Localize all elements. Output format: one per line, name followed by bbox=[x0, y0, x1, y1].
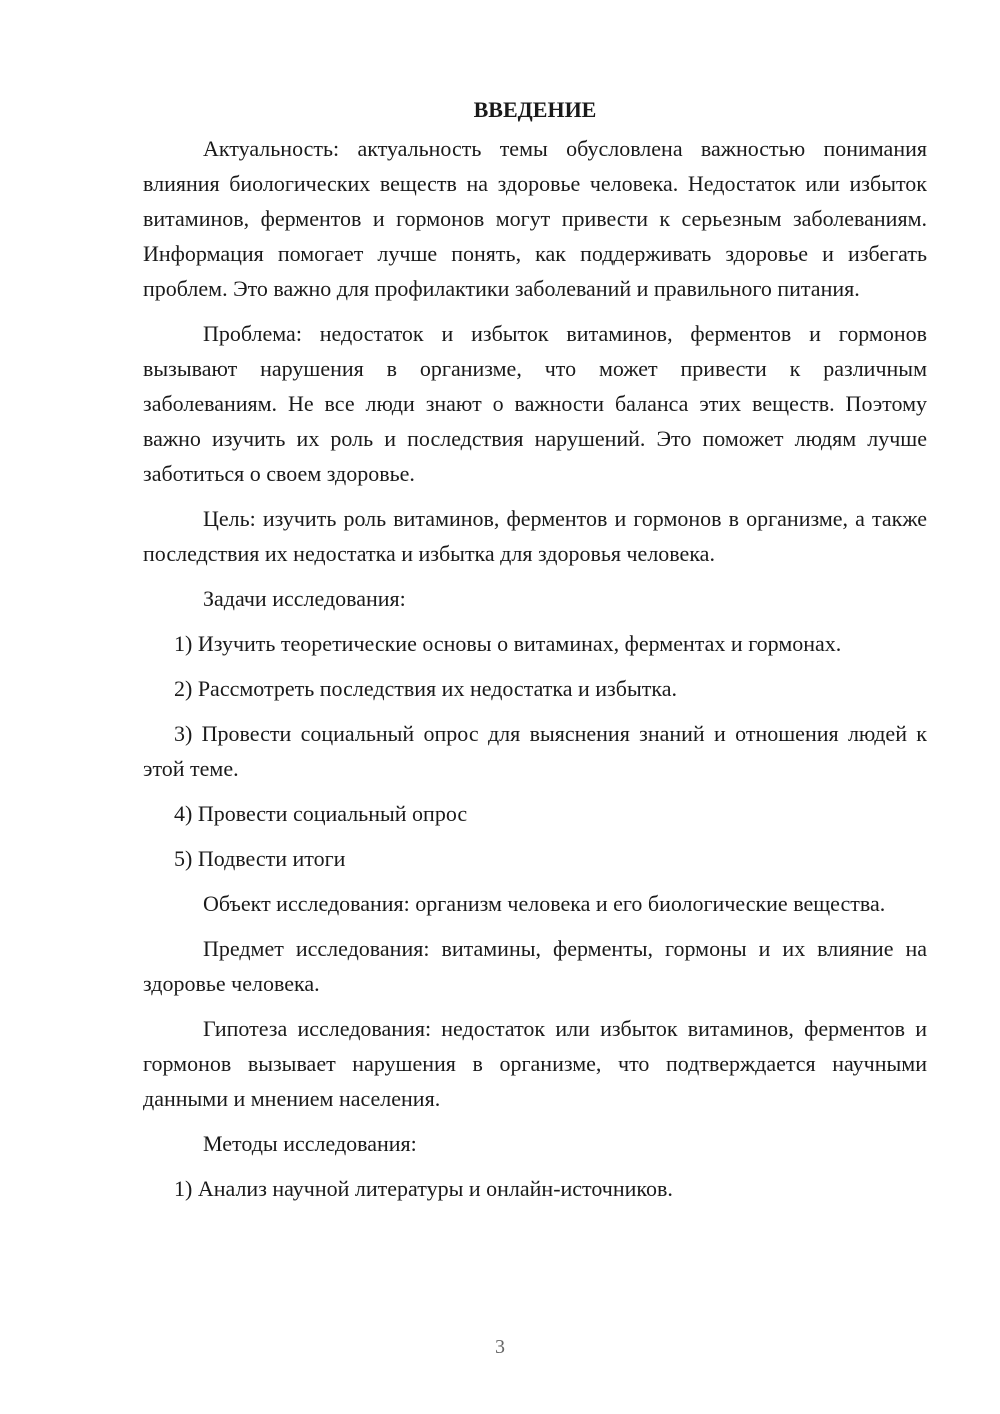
method-item-1: 1) Анализ научной литературы и онлайн-источников. bbox=[174, 1176, 673, 1201]
paragraph-hypothesis: Гипотеза исследования: недостаток или избыток витаминов, ферментов и гормонов вызывает нарушения в организме, что подтверждается научными данными и мнением населения. bbox=[143, 1016, 927, 1111]
page-number: 3 bbox=[495, 1336, 505, 1358]
task-item-2: 2) Рассмотреть последствия их недостатка и избытка. bbox=[174, 676, 677, 701]
paragraph-subject: Предмет исследования: витамины, ферменты, гормоны и их влияние на здоровье человека. bbox=[143, 936, 927, 996]
paragraph-relevance: Актуальность: актуальность темы обусловлена важностью понимания влияния биологических веществ на здоровье человека. Недостаток или избыток витаминов, ферментов и гормонов могут привести к серьезным заболеваниям. Информация помогает лучше понять, как поддерживать здоровье и избегать проблем. Это важно для профилактики заболеваний и правильного питания. bbox=[143, 136, 927, 301]
paragraph-problem: Проблема: недостаток и избыток витаминов, ферментов и гормонов вызывают нарушения в организме, что может привести к различным заболеваниям. Не все люди знают о важности баланса этих веществ. Поэтому важно изучить их роль и последствия нарушений. Это поможет людям лучше заботиться о своем здоровье. bbox=[143, 321, 927, 486]
task-item-5: 5) Подвести итоги bbox=[174, 846, 346, 871]
paragraph-object: Объект исследования: организм человека и его биологические вещества. bbox=[203, 891, 886, 916]
task-item-3: 3) Провести социальный опрос для выяснения знаний и отношения людей к этой теме. bbox=[143, 721, 927, 781]
document-page bbox=[143, 92, 927, 1216]
tasks-heading: Задачи исследования: bbox=[203, 586, 406, 611]
paragraph-goal: Цель: изучить роль витаминов, ферментов и гормонов в организме, а также последствия их недостатка и избытка для здоровья человека. bbox=[143, 506, 927, 566]
task-item-1: 1) Изучить теоретические основы о витаминах, ферментах и гормонах. bbox=[174, 631, 842, 656]
section-title: ВВЕДЕНИЕ bbox=[473, 97, 597, 122]
task-item-4: 4) Провести социальный опрос bbox=[174, 801, 468, 826]
methods-heading: Методы исследования: bbox=[203, 1131, 417, 1156]
